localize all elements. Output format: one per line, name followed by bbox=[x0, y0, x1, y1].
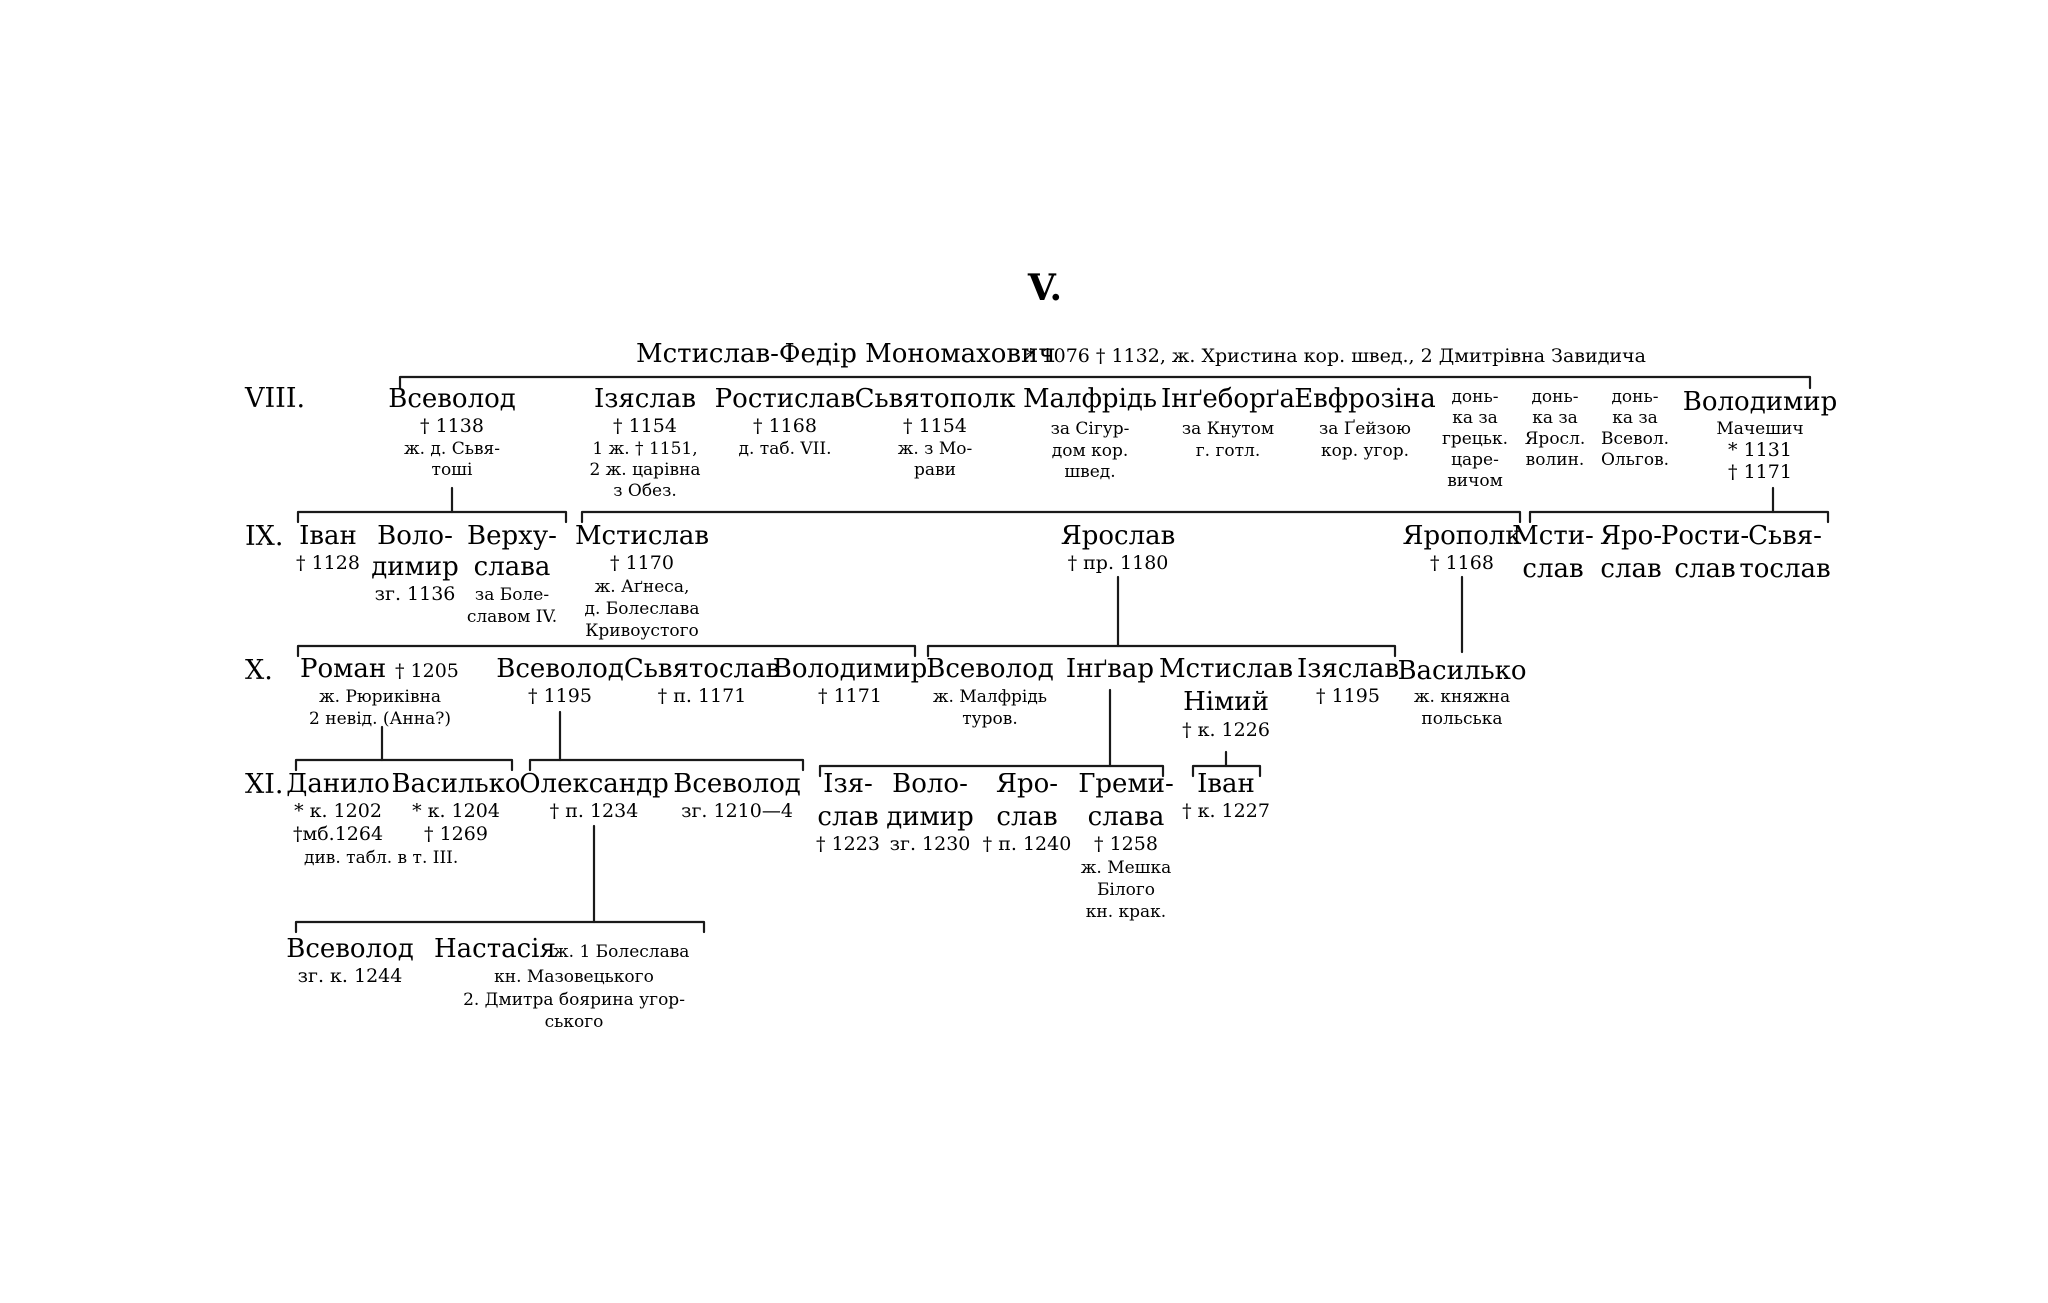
person-note: † п. 1234 bbox=[549, 800, 639, 822]
brace-iziaslav-children bbox=[582, 512, 1520, 522]
person-volodymyr-xi bbox=[886, 769, 974, 855]
person-note: Яросл. bbox=[1524, 429, 1586, 449]
person-note: з Обез. bbox=[613, 481, 677, 501]
person-name: Всеволод bbox=[388, 384, 516, 414]
person-ivan-ix bbox=[296, 521, 360, 574]
person-name: слав bbox=[1522, 554, 1584, 584]
person-name: Греми- bbox=[1078, 769, 1174, 799]
person-note: за Боле- bbox=[474, 585, 550, 605]
person-name: Іван bbox=[299, 521, 357, 551]
person-name: Воло- bbox=[377, 521, 453, 551]
person-note: ж. з Мо- bbox=[897, 439, 973, 459]
person-note: туров. bbox=[962, 709, 1018, 729]
person-note: ж. Малфрідь bbox=[932, 687, 1048, 707]
person-name: Володимир bbox=[1682, 387, 1838, 417]
person-note: * к. 1204 bbox=[412, 800, 500, 822]
person-note: зг. 1230 bbox=[889, 833, 971, 855]
person-note: † 1171 bbox=[818, 685, 882, 707]
person-note: † 1154 bbox=[903, 415, 967, 437]
person-note: кор. угор. bbox=[1321, 441, 1409, 461]
person-mstyslav-2-ix bbox=[1512, 521, 1594, 584]
person-note: за Ґейзою bbox=[1319, 419, 1411, 439]
person-daughter-3-viii bbox=[1601, 387, 1669, 470]
person-name: слава bbox=[473, 552, 551, 582]
person-note: донь- bbox=[1611, 387, 1659, 407]
person-name: Василько bbox=[1397, 656, 1527, 686]
person-name: Ізяслав bbox=[1296, 654, 1400, 684]
person-name: Роман bbox=[300, 654, 387, 684]
person-note: † 1168 bbox=[1430, 552, 1494, 574]
person-note: 2 невід. (Анна?) bbox=[309, 709, 451, 729]
person-note: * к. 1202 bbox=[294, 800, 382, 822]
person-name: Мстислав bbox=[1158, 654, 1294, 684]
person-note: * 1131 bbox=[1728, 439, 1792, 461]
person-name: Ростислав bbox=[714, 384, 856, 414]
person-note: кн. крак. bbox=[1085, 902, 1167, 922]
person-note: ка за bbox=[1612, 408, 1658, 428]
founder-info: * 1076 † 1132, ж. Христина кор. швед., 2 Дмитрівна Завидича bbox=[1026, 345, 1646, 367]
person-note: † п. 1240 bbox=[982, 833, 1072, 855]
person-note: зг. 1210—4 bbox=[681, 800, 793, 822]
person-note: за Кнутом bbox=[1181, 419, 1275, 439]
generation-label-ix: IX. bbox=[245, 521, 284, 552]
person-note: † 1195 bbox=[1316, 685, 1380, 707]
person-name: Данило bbox=[286, 769, 390, 799]
person-vsevolod-viii bbox=[388, 384, 516, 480]
person-name: Всеволод bbox=[496, 654, 624, 684]
person-sviatopolk-viii bbox=[855, 384, 1016, 480]
person-name: Яро- bbox=[1599, 521, 1663, 551]
person-gremyslava-xi bbox=[1078, 769, 1174, 922]
person-ingvar-x bbox=[1066, 654, 1154, 684]
person-name: Олександр bbox=[519, 769, 669, 799]
person-note: тоші bbox=[431, 460, 473, 480]
person-note: † к. 1226 bbox=[1182, 719, 1270, 741]
person-oleksandr-xi bbox=[519, 769, 669, 822]
person-vsevolod-x bbox=[496, 654, 624, 707]
person-name: Всеволод bbox=[286, 934, 414, 964]
generation-label-xi: XI. bbox=[245, 769, 284, 800]
person-daughter-1-viii bbox=[1442, 387, 1508, 491]
generation-label-viii: VIII. bbox=[245, 383, 306, 414]
person-note: † 1195 bbox=[528, 685, 592, 707]
person-note: зг. к. 1244 bbox=[297, 965, 403, 987]
person-rostyslav-viii bbox=[715, 384, 856, 459]
person-name: Воло- bbox=[892, 769, 968, 799]
person-note: кн. Мазовецького bbox=[494, 967, 654, 987]
person-note: Мачешич bbox=[1716, 419, 1804, 439]
person-note: † 1138 bbox=[420, 415, 484, 437]
person-note: † 1223 bbox=[816, 833, 880, 855]
person-note: † 1168 bbox=[753, 415, 817, 437]
person-sviatoslav-x bbox=[624, 654, 780, 707]
person-name: слав bbox=[1674, 554, 1736, 584]
person-note: ж. 1 Болеслава bbox=[553, 942, 690, 962]
person-name: димир bbox=[886, 802, 974, 832]
person-name: Мсти- bbox=[1512, 521, 1594, 551]
person-note: див. табл. в т. III. bbox=[304, 848, 459, 868]
person-name: Яро- bbox=[995, 769, 1059, 799]
founder-name: Мстислав-Федір Мономахович bbox=[636, 339, 1056, 369]
person-note: † 1154 bbox=[613, 415, 677, 437]
person-name: Ярослав bbox=[1060, 521, 1176, 551]
person-note: ка за bbox=[1532, 408, 1578, 428]
person-vasylko-x bbox=[1397, 656, 1526, 729]
person-note: Всевол. bbox=[1600, 429, 1670, 449]
person-yaroslav-xi bbox=[983, 769, 1072, 855]
person-name: Мстислав bbox=[574, 521, 710, 551]
person-verkhuslava-ix bbox=[467, 521, 557, 627]
person-note: † 1258 bbox=[1094, 833, 1158, 855]
person-name: Німий bbox=[1183, 687, 1269, 717]
person-name: Сьвятослав bbox=[623, 654, 781, 684]
person-iziaslav-x bbox=[1297, 654, 1399, 707]
person-nastasia-xii bbox=[434, 934, 689, 1032]
person-name: Всеволод bbox=[673, 769, 801, 799]
person-name: Володимир bbox=[772, 654, 928, 684]
person-note: ж. д. Сьвя- bbox=[403, 439, 501, 459]
person-name: Василько bbox=[391, 769, 521, 799]
person-name: Евфрозіна bbox=[1294, 384, 1436, 414]
person-name: слав bbox=[1600, 554, 1662, 584]
person-name: Всеволод bbox=[926, 654, 1054, 684]
person-note: † 1269 bbox=[424, 823, 488, 845]
person-daughter-2-viii bbox=[1525, 387, 1586, 470]
person-note: польська bbox=[1421, 709, 1503, 729]
person-note: ка за bbox=[1452, 408, 1498, 428]
person-ivan-xi bbox=[1182, 769, 1270, 822]
person-name: Сьвя- bbox=[1748, 521, 1822, 551]
person-note: зг. 1136 bbox=[374, 583, 456, 605]
person-volodymyr-x bbox=[773, 654, 927, 707]
person-vsevolod-xii bbox=[286, 934, 414, 987]
person-note: † п. 1171 bbox=[657, 685, 747, 707]
person-name: тослав bbox=[1739, 554, 1831, 584]
person-ingeborga-viii bbox=[1161, 384, 1295, 461]
person-note: вичом bbox=[1447, 471, 1503, 491]
person-yaropolk-ix bbox=[1402, 521, 1521, 574]
person-name: димир bbox=[371, 552, 459, 582]
person-note: волин. bbox=[1525, 450, 1585, 470]
person-mstyslav-ix bbox=[575, 521, 709, 641]
person-note: ж. Аґнеса, bbox=[594, 577, 690, 597]
person-note: † 1205 bbox=[395, 660, 459, 682]
person-note: донь- bbox=[1531, 387, 1579, 407]
person-volodymyr-ix bbox=[371, 521, 459, 605]
person-note: дом кор. bbox=[1051, 441, 1129, 461]
person-note: Кривоустого bbox=[585, 621, 699, 641]
person-name: Ізяслав bbox=[593, 384, 697, 414]
person-note: † к. 1227 bbox=[1182, 800, 1270, 822]
person-note: д. Болеслава bbox=[584, 599, 700, 619]
person-note: донь- bbox=[1451, 387, 1499, 407]
person-name: Рости- bbox=[1660, 521, 1750, 551]
person-note: ж. Рюриківна bbox=[319, 687, 441, 707]
person-name: Ізя- bbox=[823, 769, 873, 799]
person-note: † 1170 bbox=[610, 552, 674, 574]
person-malfrid-viii bbox=[1023, 384, 1157, 482]
person-name: Сьвятополк bbox=[854, 384, 1016, 414]
person-vsevolod-xi bbox=[673, 769, 801, 822]
person-note: славом IV. bbox=[466, 607, 558, 627]
brace-oleksandr-children bbox=[296, 922, 704, 932]
person-note: г. готл. bbox=[1195, 441, 1261, 461]
table-title: V. bbox=[1027, 267, 1063, 309]
person-name: Настасія bbox=[434, 934, 556, 964]
person-iziaslav-viii bbox=[589, 384, 700, 501]
person-name: Іван bbox=[1197, 769, 1255, 799]
person-note: рави bbox=[914, 460, 956, 480]
person-yaroslav-ix bbox=[1061, 521, 1176, 574]
person-note: д. таб. VII. bbox=[738, 439, 832, 459]
person-name: слава bbox=[1087, 802, 1165, 832]
person-yaroslav-2-ix bbox=[1600, 521, 1662, 584]
person-note: † 1171 bbox=[1728, 461, 1792, 483]
person-evfrozina-viii bbox=[1294, 384, 1436, 461]
person-vsevolod-2-x bbox=[926, 654, 1054, 729]
person-note: †мб.1264 bbox=[292, 823, 384, 845]
person-volodymyr-viii bbox=[1683, 387, 1837, 483]
person-note: ж. Мешка bbox=[1080, 858, 1172, 878]
person-mstyslav-nimyi-x bbox=[1159, 654, 1293, 741]
person-note: Ольгов. bbox=[1600, 450, 1670, 470]
person-note: 2. Дмитра боярина угор- bbox=[463, 990, 685, 1010]
person-name: слав bbox=[996, 802, 1058, 832]
person-name: Ярополк bbox=[1402, 521, 1522, 551]
person-name: Інґвар bbox=[1065, 654, 1155, 684]
person-name: Інґеборґа bbox=[1161, 384, 1295, 414]
person-note: 1 ж. † 1151, bbox=[592, 439, 698, 459]
person-note: за Сігур- bbox=[1050, 419, 1130, 439]
person-note: швед. bbox=[1064, 462, 1116, 482]
person-sviatoslav-2-ix bbox=[1739, 521, 1830, 584]
person-note: Білого bbox=[1096, 880, 1156, 900]
person-note: † пр. 1180 bbox=[1067, 552, 1169, 574]
person-name: Малфрідь bbox=[1022, 384, 1158, 414]
person-note: ж. княжна bbox=[1413, 687, 1511, 707]
person-rostyslav-2-ix bbox=[1661, 521, 1749, 584]
person-note: 2 ж. царівна bbox=[589, 460, 701, 480]
person-note: ського bbox=[544, 1012, 604, 1032]
generation-label-x: X. bbox=[245, 655, 273, 686]
person-note: царе- bbox=[1451, 450, 1499, 470]
person-name: слав bbox=[817, 802, 879, 832]
person-roman-x bbox=[300, 654, 459, 729]
person-iziaslav-xi bbox=[816, 769, 880, 855]
person-vasylko-xi bbox=[391, 769, 520, 845]
person-note: грецьк. bbox=[1441, 429, 1509, 449]
person-note: † 1128 bbox=[296, 552, 360, 574]
person-name: Верху- bbox=[467, 521, 557, 551]
